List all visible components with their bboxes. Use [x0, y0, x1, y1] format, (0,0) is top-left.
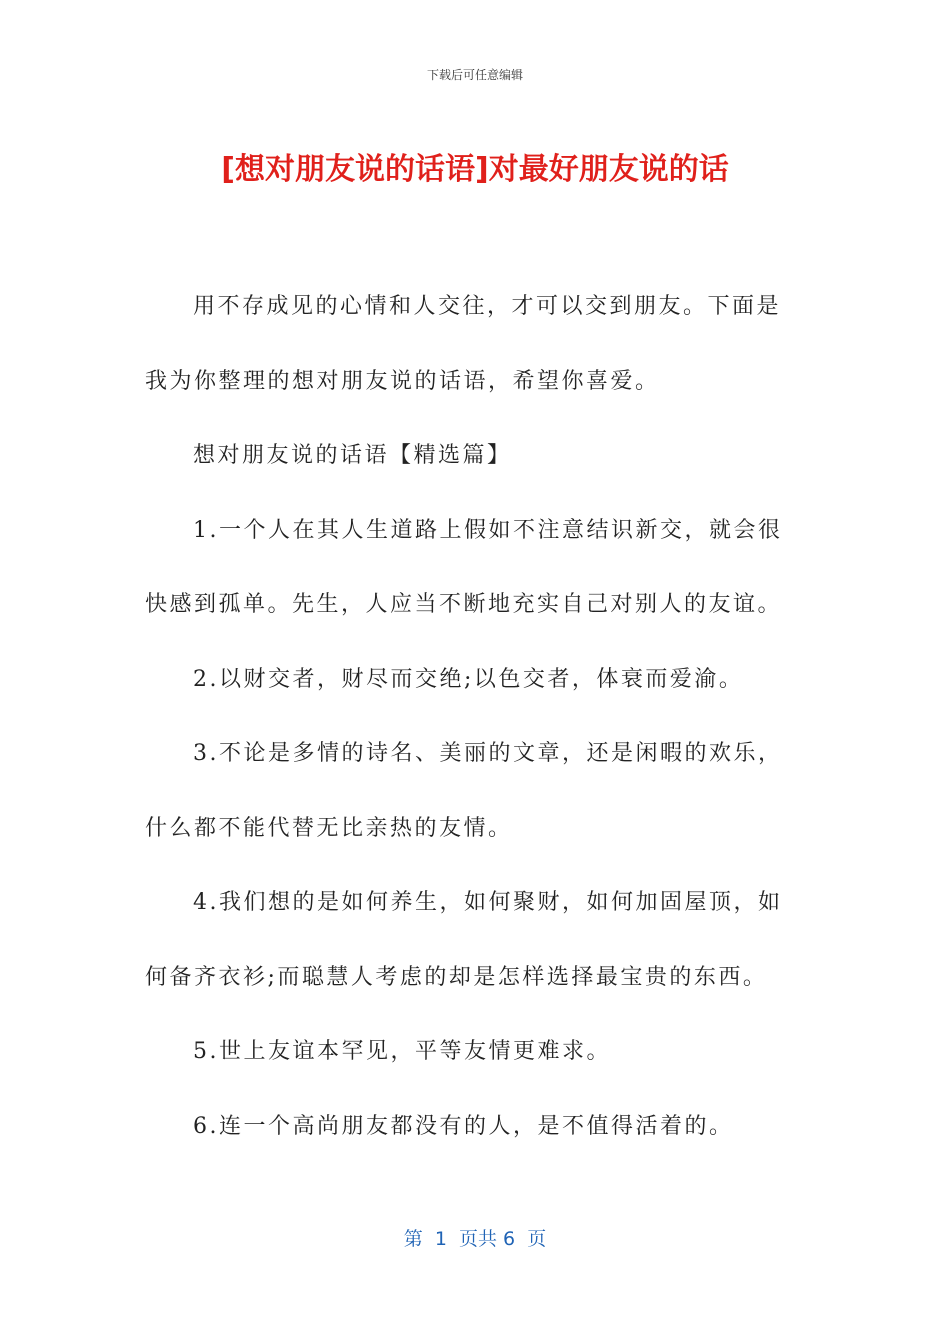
paragraph-item-6: 6.连一个高尚朋友都没有的人，是不值得活着的。: [193, 1113, 734, 1139]
paragraph-intro: 用不存成见的心情和人交往，才可以交到朋友。下面是我为你整理的想对朋友说的话语，希望你喜爱。: [145, 294, 782, 394]
paragraph-section-heading: 想对朋友说的话语【精选篇】: [193, 443, 512, 468]
page-number-footer: 第 1 页共 6 页: [403, 1228, 547, 1250]
header-note: 下载后可任意编辑: [426, 68, 523, 82]
paragraph-item-2: 2.以财交者，财尽而交绝;以色交者，体衰而爱渝。: [193, 666, 744, 692]
document-body: [145, 270, 795, 1164]
document-title: [想对朋友说的话语]对最好朋友说的话: [221, 152, 729, 187]
paragraph-item-5: 5.世上友谊本罕见，平等友情更难求。: [193, 1039, 611, 1064]
paragraph-item-4: 4.我们想的是如何养生，如何聚财，如何加固屋顶，如何备齐衣衫;而聪慧人考虑的却是怎样选择最宝贵的东西。: [145, 890, 783, 990]
paragraph-item-3: 3.不论是多情的诗名、美丽的文章，还是闲暇的欢乐，什么都不能代替无比亲热的友情。: [145, 741, 783, 841]
paragraph-item-1: 1.一个人在其人生道路上假如不注意结识新交，就会很快感到孤单。先生，人应当不断地充实自己对别人的友谊。: [145, 517, 783, 617]
